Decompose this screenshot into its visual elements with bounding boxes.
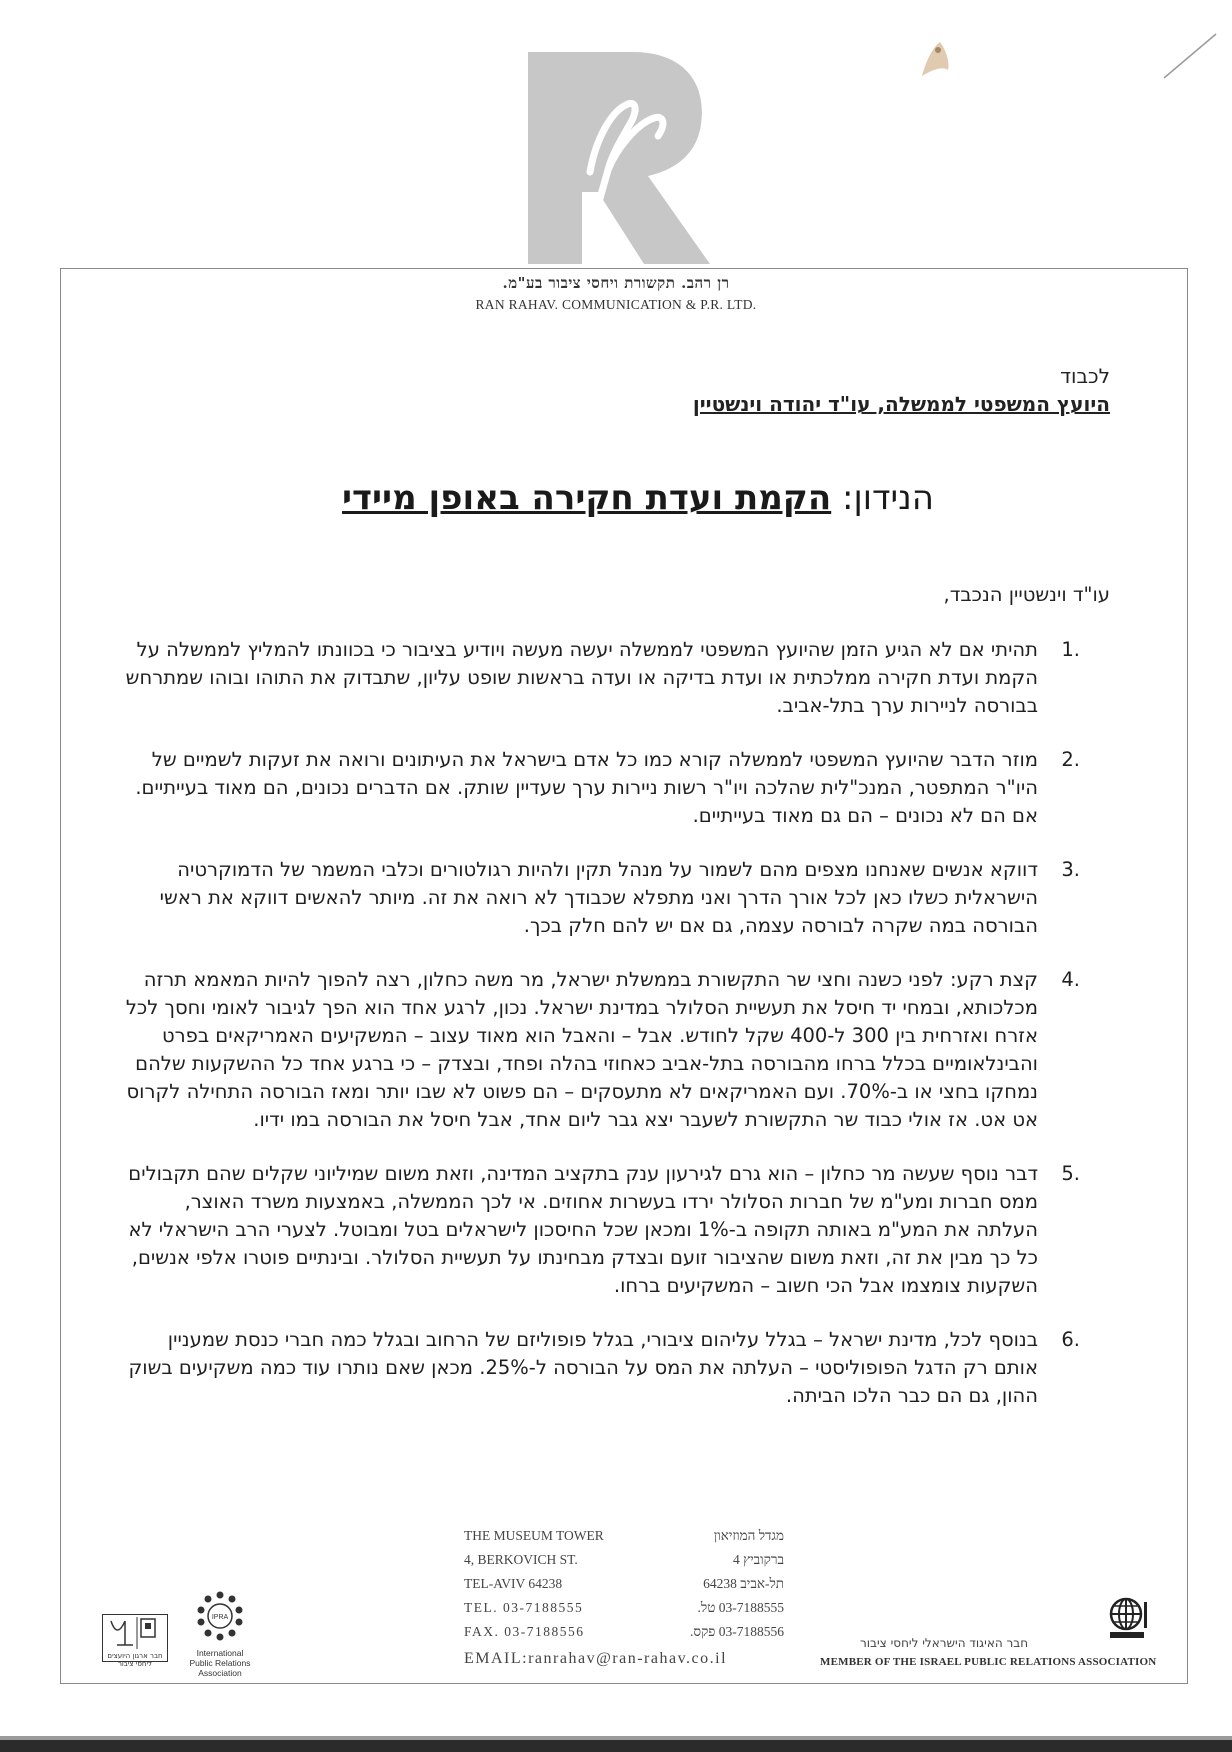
subject-prefix: הנידון: [842, 478, 934, 518]
company-logo [524, 52, 710, 264]
subject-line [342, 478, 934, 518]
fax-he: 03-7188556 פקס. [690, 1624, 784, 1639]
address-row [464, 1576, 784, 1600]
list-item [118, 636, 1080, 720]
menorah-icon [103, 1615, 167, 1651]
item-text: דווקא אנשים שאנחנו מצפים מהם לשמור על מנהל תקין ולהיות רגולטורים וכלבי המשמר של הדמוקרטיה הישראלית כשלו כאן לכל אורך הדרך ואני מתפלא שכבודך לא רואה את זה. מיותר להאשים דווקא את ראשי הבורסה במה שקרה לבורסה עצמה, גם אם יש להם חלק בכך. [159, 858, 1038, 937]
letterhead [440, 270, 792, 313]
item-number: 6. [1061, 1328, 1080, 1351]
address-en: 4, BERKOVICH ST. [464, 1552, 578, 1567]
recipient-label: לכבוד [1060, 364, 1110, 388]
item-number: 1. [1061, 638, 1080, 661]
ipra-emblem-icon [194, 1590, 246, 1642]
item-number: 3. [1061, 858, 1080, 881]
fax-row [464, 1624, 784, 1648]
email-address: EMAIL:ranrahav@ran-rahav.co.il [464, 1650, 728, 1667]
company-name-english: RAN RAHAV. COMMUNICATION & P.R. LTD. [475, 297, 757, 312]
greeting: עו"ד וינשטיין הנכבד, [943, 583, 1110, 606]
item-number: 5. [1061, 1162, 1080, 1185]
ipra-caption: International Public Relations Association [189, 1648, 251, 1678]
list-item [118, 966, 1080, 1134]
list-item [118, 856, 1080, 940]
ipra-badge-text: IPRA [211, 1614, 229, 1621]
item-text: דבר נוסף שעשה מר כחלון – הוא גרם לגירעון ענק בתקציב המדינה, וזאת משום שמיליוני שקלים שהם תקבולים ממס חברות ומע"מ של חברות הסלולר ירדו בעשרות אחוזים. אי לכך הממשלה, באמצעות משרד האוצר, העלתה את המע"מ באותה תקופה ב-1% ומכאן שכל החיסכון לישראלים בטל ומבוטל. לצערי הרב הישראלי לא כל כך מבין את זה, וזאת משום שהציבור זועם ובצדק מבחינתו על תעשיית הסלולר. ובינתיים פוטרו אלפי אנשים, השקעות צומצמו אבל הכי חשוב – המשקיעים ברחו. [128, 1162, 1038, 1297]
address-en: THE MUSEUM TOWER [464, 1528, 604, 1543]
address-row [464, 1528, 784, 1552]
footer-address [464, 1528, 784, 1668]
item-text: בנוסף לכל, מדינת ישראל – בגלל עליהום ציבורי, בגלל פופוליזם של הרחוב ובגלל כמה חברי כנסת שמעניין אותם רק הדגל הפופוליסטי – העלתה את המס על הבורסה ל-25%. מכאן שאם נותרו עוד כמה משקיעים בשוק ההון, גם הם כבר הלכו הביתה. [128, 1328, 1038, 1407]
item-number: 2. [1061, 748, 1080, 771]
scan-artifact-line [1160, 30, 1220, 90]
globe-icon [1108, 1596, 1148, 1644]
address-he: מגדל המוזיאון [713, 1528, 784, 1543]
fax-en: FAX. 03-7188556 [464, 1624, 585, 1639]
address-he: ברקוביץ 4 [732, 1552, 784, 1567]
item-text: קצת רקע: לפני כשנה וחצי שר התקשורת בממשלת ישראל, מר משה כחלון, רצה להפוך להיות המאמא תרזה מכלכותא, ובמחי יד חיסל את תעשיית הסלולר במדינת ישראל. נכון, לרגע אחד הוא הפך לגיבור לאומי וחסך לכל אזרח ואזרחית בין 300 ל-400 שקל לחודש. אבל – והאבל הוא מאוד עצוב – המשקיעים האמריקאים בפרט והבינלאומיים בכלל ברחו מהבורסה בתל-אביב כאחוזי בהלה ופחד, ובצדק – כי ברגע אחד כל ההשקעות שלהם נמחקו בחצי או ב-70%. ועם האמריקאים לא מתעסקים – הם פשוט לא שבו יותר ומאז הבורסה התחילה לקרוס אט אט. אז אולי כבוד שר התקשורת לשעבר יצא גבר ליום אחד, אבל חיסל את הבורסה במו ידיו. [125, 968, 1038, 1131]
list-item [118, 746, 1080, 830]
address-he: תל-אביב 64238 [703, 1576, 784, 1591]
address-row [464, 1552, 784, 1576]
item-number: 4. [1061, 968, 1080, 991]
phone-en: TEL. 03-7188555 [464, 1600, 584, 1615]
subject-text: הקמת ועדת חקירה באופן מיידי [342, 478, 832, 518]
phone-he: 03-7188555 טל. [697, 1600, 784, 1615]
numbered-items [118, 636, 1080, 1436]
address-en: TEL-AVIV 64238 [464, 1576, 563, 1591]
phone-row [464, 1600, 784, 1624]
member-text-hebrew: חבר האיגוד הישראלי ליחסי ציבור [860, 1636, 1029, 1650]
association-caption: חבר ארגון היועצים ליחסי ציבור [107, 1652, 163, 1668]
ipra-logo [190, 1590, 250, 1678]
item-text: תהיתי אם לא הגיע הזמן שהיועץ המשפטי לממשלה יעשה מעשה ויודיע בציבור כי בכוונתו להמליץ לממשלה על הקמת ועדת חקירה ממלכתית או ועדת בדיקה או ועדה בראשות שופט עליון, שתבדוק את התוהו ובוהו שמתרחש בבורסה לניירות ערך בתל-אביב. [125, 638, 1038, 717]
list-item [118, 1160, 1080, 1300]
recipient-name: היועץ המשפטי לממשלה, עו"ד יהודה וינשטיין [692, 392, 1110, 416]
company-name-hebrew: רן רהב. תקשורת ויחסי ציבור בע"מ. [502, 274, 730, 292]
scan-artifact-stain [912, 36, 962, 86]
item-text: מוזר הדבר שהיועץ המשפטי לממשלה קורא כמו כל אדם בישראל את העיתונים ורואה את זעקות לשמיים של היו"ר המתפטר, המנכ"לית שהלכה ויו"ר רשות ניירות ערך שעדיין שותק. אם הדברים נכונים, הם מאוד בעייתיים. אם הם לא נכונים – הם גם מאוד בעייתיים. [135, 748, 1038, 827]
list-item [118, 1326, 1080, 1410]
member-text-english: MEMBER OF THE ISRAEL PUBLIC RELATIONS ASSOCIATION [820, 1656, 1157, 1668]
scan-edge [0, 1740, 1232, 1752]
